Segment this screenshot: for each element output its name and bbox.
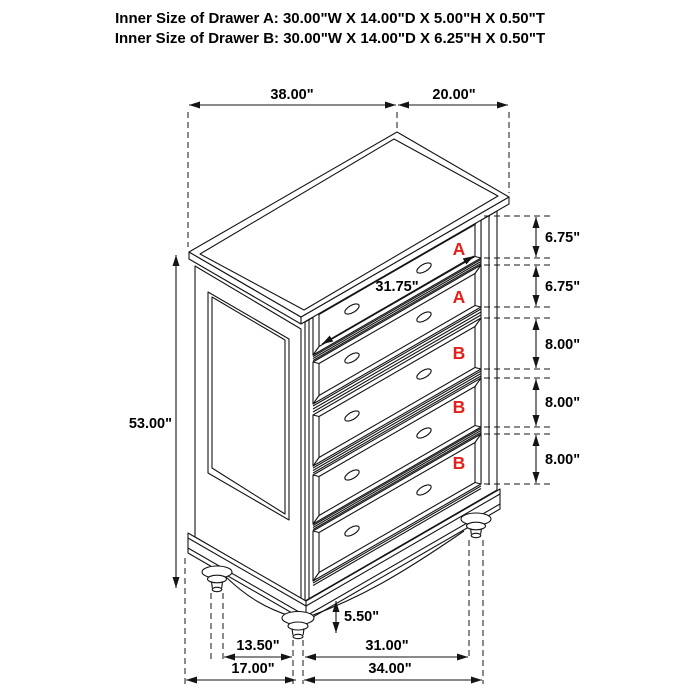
dim-label-drawer-b3-height: 8.00" <box>545 452 581 468</box>
drawer-label-b1: B <box>452 343 466 363</box>
drawer-label-b2: B <box>452 397 466 417</box>
leg-front-left <box>282 612 314 639</box>
dim-label-top-width: 38.00" <box>270 87 314 103</box>
dim-drawer-heights <box>484 216 580 484</box>
drawer-label-a2: A <box>452 287 466 307</box>
drawer-b-size-text: Inner Size of Drawer B: 30.00"W X 14.00"D X 6.25"H X 0.50"T <box>114 30 546 47</box>
dim-label-feet-outer-depth: 17.00" <box>231 661 275 677</box>
dim-label-drawer-b2-height: 8.00" <box>545 395 581 411</box>
dim-label-leg-height: 5.50" <box>344 609 380 625</box>
dim-label-feet-outer-width: 34.00" <box>368 661 412 677</box>
dim-label-drawer-b1-height: 8.00" <box>545 337 581 353</box>
dim-label-feet-inner-width: 31.00" <box>365 638 409 654</box>
dim-label-height: 53.00" <box>128 416 172 432</box>
drawer-size-header <box>0 9 660 49</box>
dim-label-drawer-a2-height: 6.75" <box>545 279 581 295</box>
dim-label-feet-inner-depth: 13.50" <box>236 638 280 654</box>
chest-line-art <box>188 132 509 639</box>
dim-label-drawer-front-width: 31.75" <box>375 279 419 295</box>
dim-height <box>129 255 176 588</box>
dim-label-drawer-a1-height: 6.75" <box>545 230 581 246</box>
dim-leg-height <box>336 601 379 633</box>
drawer-label-b3: B <box>452 453 466 473</box>
drawer-label-a1: A <box>452 239 466 259</box>
dim-label-top-depth: 20.00" <box>432 87 476 103</box>
drawer-a-size-text: Inner Size of Drawer A: 30.00"W X 14.00"D X 5.00"H X 0.50"T <box>115 10 545 27</box>
